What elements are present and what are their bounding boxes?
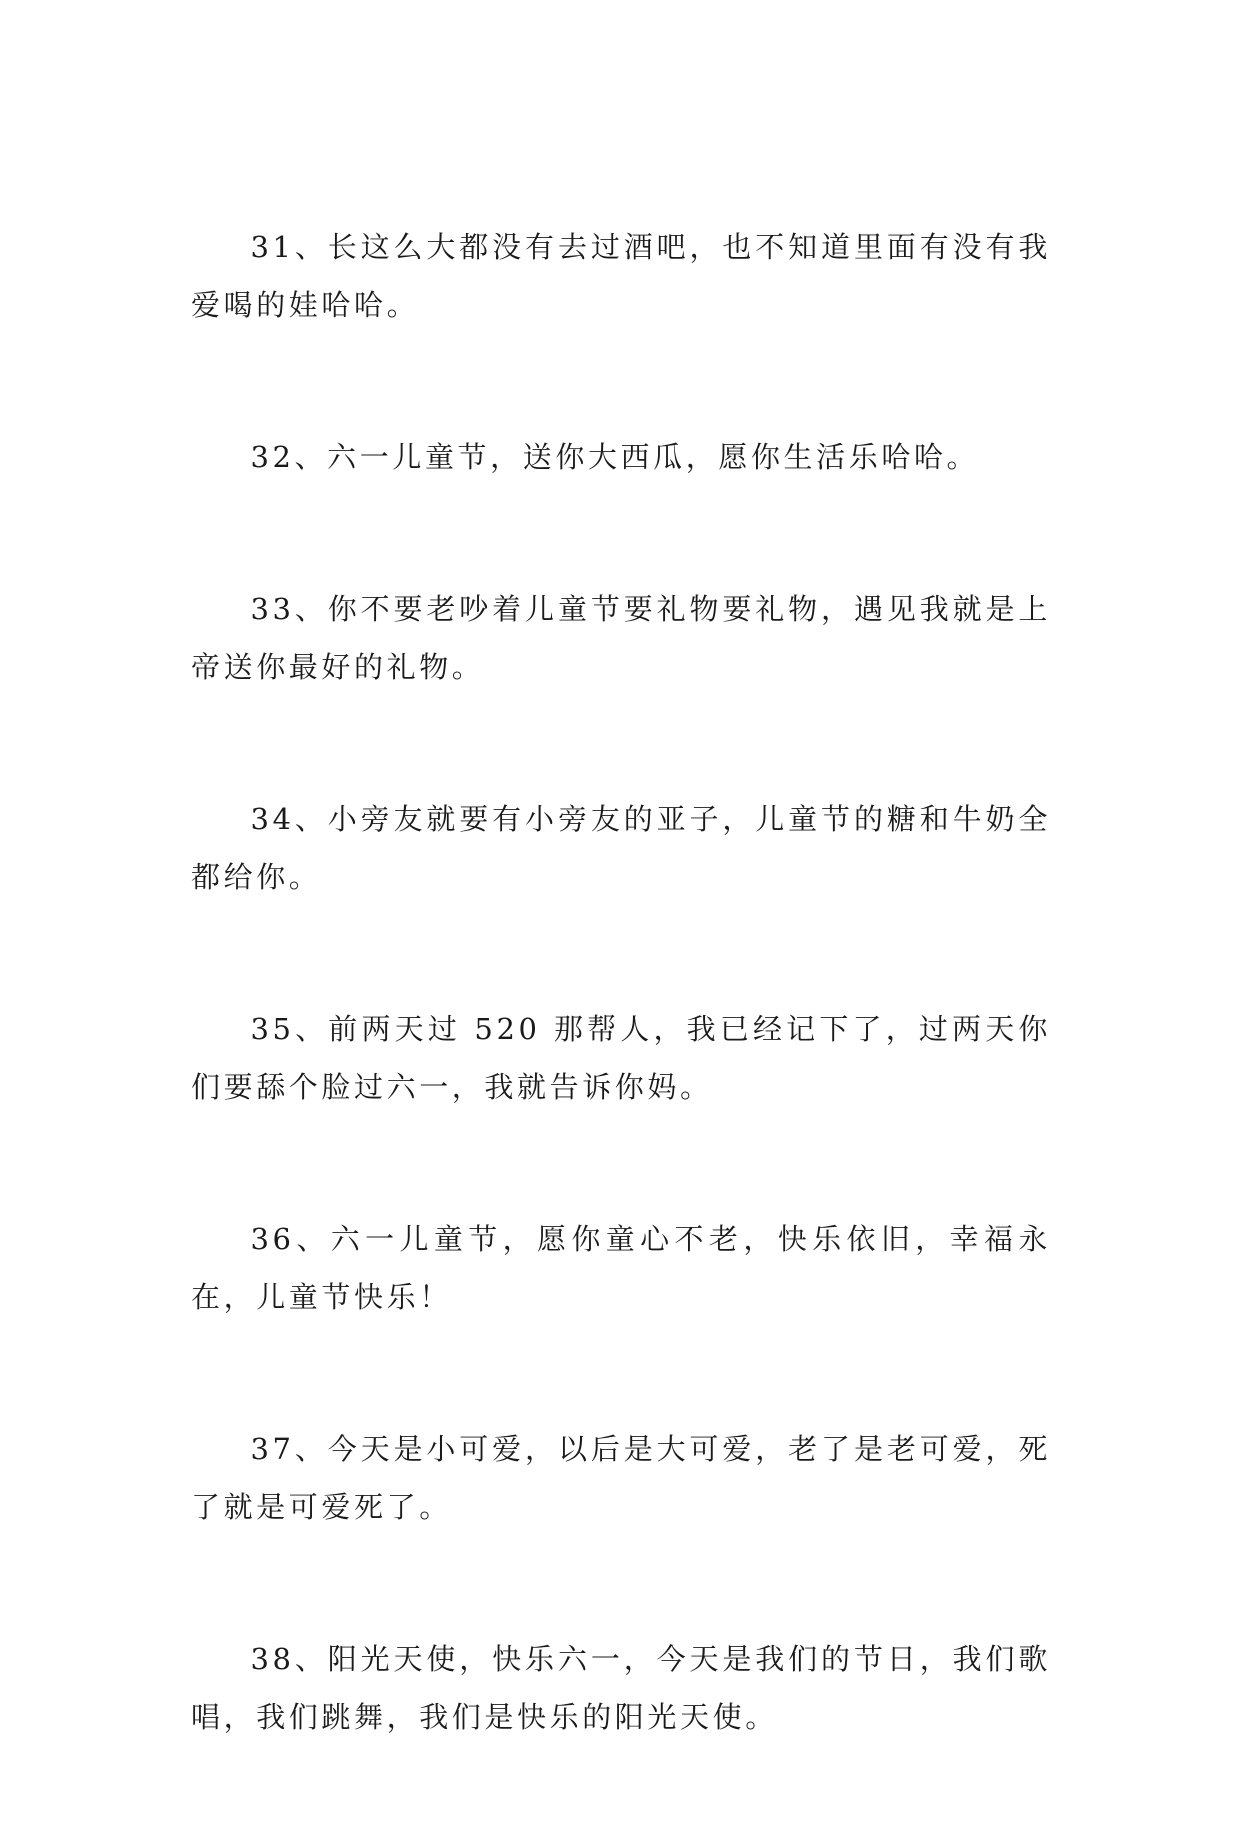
paragraph-35: 35、前两天过 520 那帮人，我已经记下了，过两天你们要舔个脸过六一，我就告诉你妈。 — [191, 1012, 1051, 1104]
paragraph-33: 33、你不要老吵着儿童节要礼物要礼物，遇见我就是上帝送你最好的礼物。 — [191, 592, 1051, 684]
paragraph-36: 36、六一儿童节，愿你童心不老，快乐依旧，幸福永在，儿童节快乐！ — [191, 1222, 1051, 1314]
paragraph-32: 32、六一儿童节，送你大西瓜，愿你生活乐哈哈。 — [250, 440, 980, 474]
paragraph-37: 37、今天是小可爱，以后是大可爱，老了是老可爱，死了就是可爱死了。 — [191, 1432, 1051, 1524]
paragraph-31: 31、长这么大都没有去过酒吧，也不知道里面有没有我爱喝的娃哈哈。 — [191, 230, 1051, 322]
paragraph-38: 38、阳光天使，快乐六一，今天是我们的节日，我们歌唱，我们跳舞，我们是快乐的阳光天使。 — [191, 1642, 1051, 1734]
paragraph-34: 34、小旁友就要有小旁友的亚子，儿童节的糖和牛奶全都给你。 — [191, 802, 1051, 894]
document-body — [191, 218, 1051, 1840]
